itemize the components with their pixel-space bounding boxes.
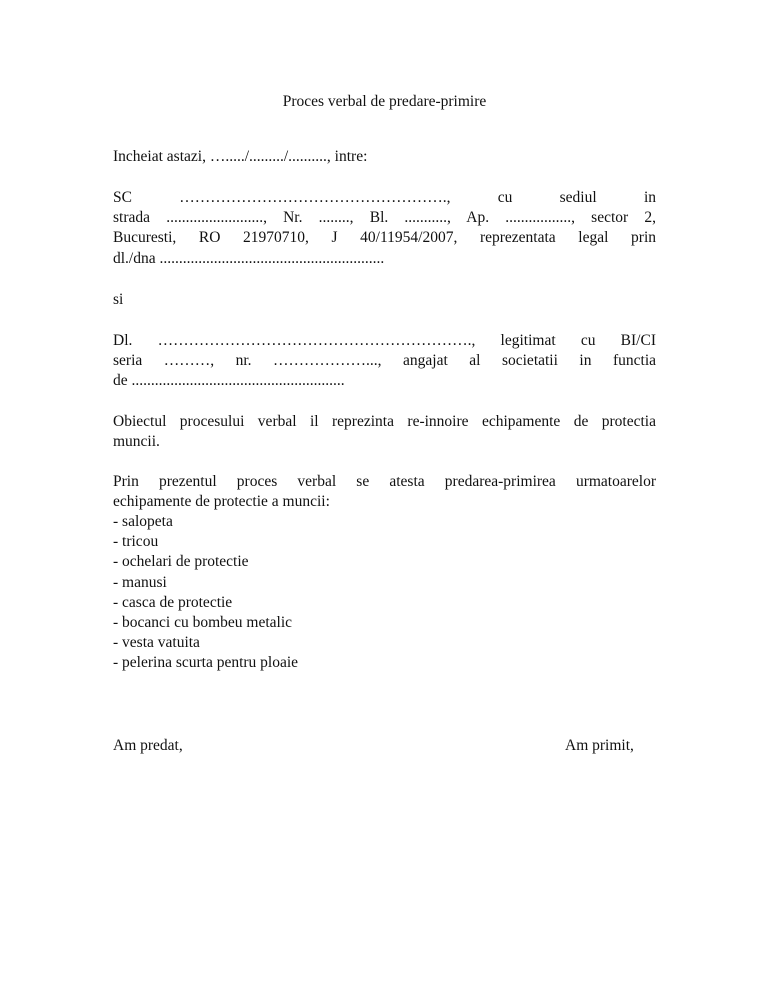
list-intro-line-1: Prin prezentul proces verbal se atesta predarea-primirea urmatoarelor [113,473,656,490]
list-item: - bocanci cu bombeu metalic [113,614,293,632]
conjunction [113,290,656,310]
equipment-list [113,512,656,674]
company-line-4: dl./dna .......................................................... [113,249,385,267]
employee-line-2: seria ………, nr. ………………..., angajat al societatii in functia [113,352,656,370]
list-intro-line-2: echipamente de protectie a muncii: [113,493,330,511]
list-intro [113,472,656,512]
company-line-2: strada ........................., Nr. ........, Bl. ..........., Ap. ................., sector 2, [113,209,656,227]
list-item: - pelerina scurta pentru ploaie [113,654,299,672]
list-item: - ochelari de protectie [113,553,249,571]
date-line-text: Incheiat astazi, …...../........./.........., intre: [113,148,368,165]
employee-line-1: Dl. ……………………………………………………., legitimat cu BI/CI [113,332,656,349]
document-title: Proces verbal de predare-primire [282,93,487,110]
signature-left-label: Am predat, [113,737,183,754]
employee-line-3: de ....................................................... [113,372,345,390]
company-paragraph [113,188,656,269]
list-item: - vesta vatuita [113,634,200,652]
list-item: - tricou [113,533,159,551]
object-paragraph [113,412,656,452]
list-item: - salopeta [113,513,173,530]
company-line-1: SC ……………………………………………., cu sediul in [113,189,656,206]
conjunction-text: si [113,291,124,308]
list-item: - casca de protectie [113,593,233,611]
company-line-3: Bucuresti, RO 21970710, J 40/11954/2007, reprezentata legal prin [113,229,656,247]
employee-paragraph [113,331,656,392]
date-line [113,147,656,167]
signature-right-label: Am primit, [565,737,634,754]
object-line-2: muncii. [113,433,160,451]
list-item: - manusi [113,573,167,591]
object-line-1: Obiectul procesului verbal il reprezinta re-innoire echipamente de protectia [113,413,656,430]
